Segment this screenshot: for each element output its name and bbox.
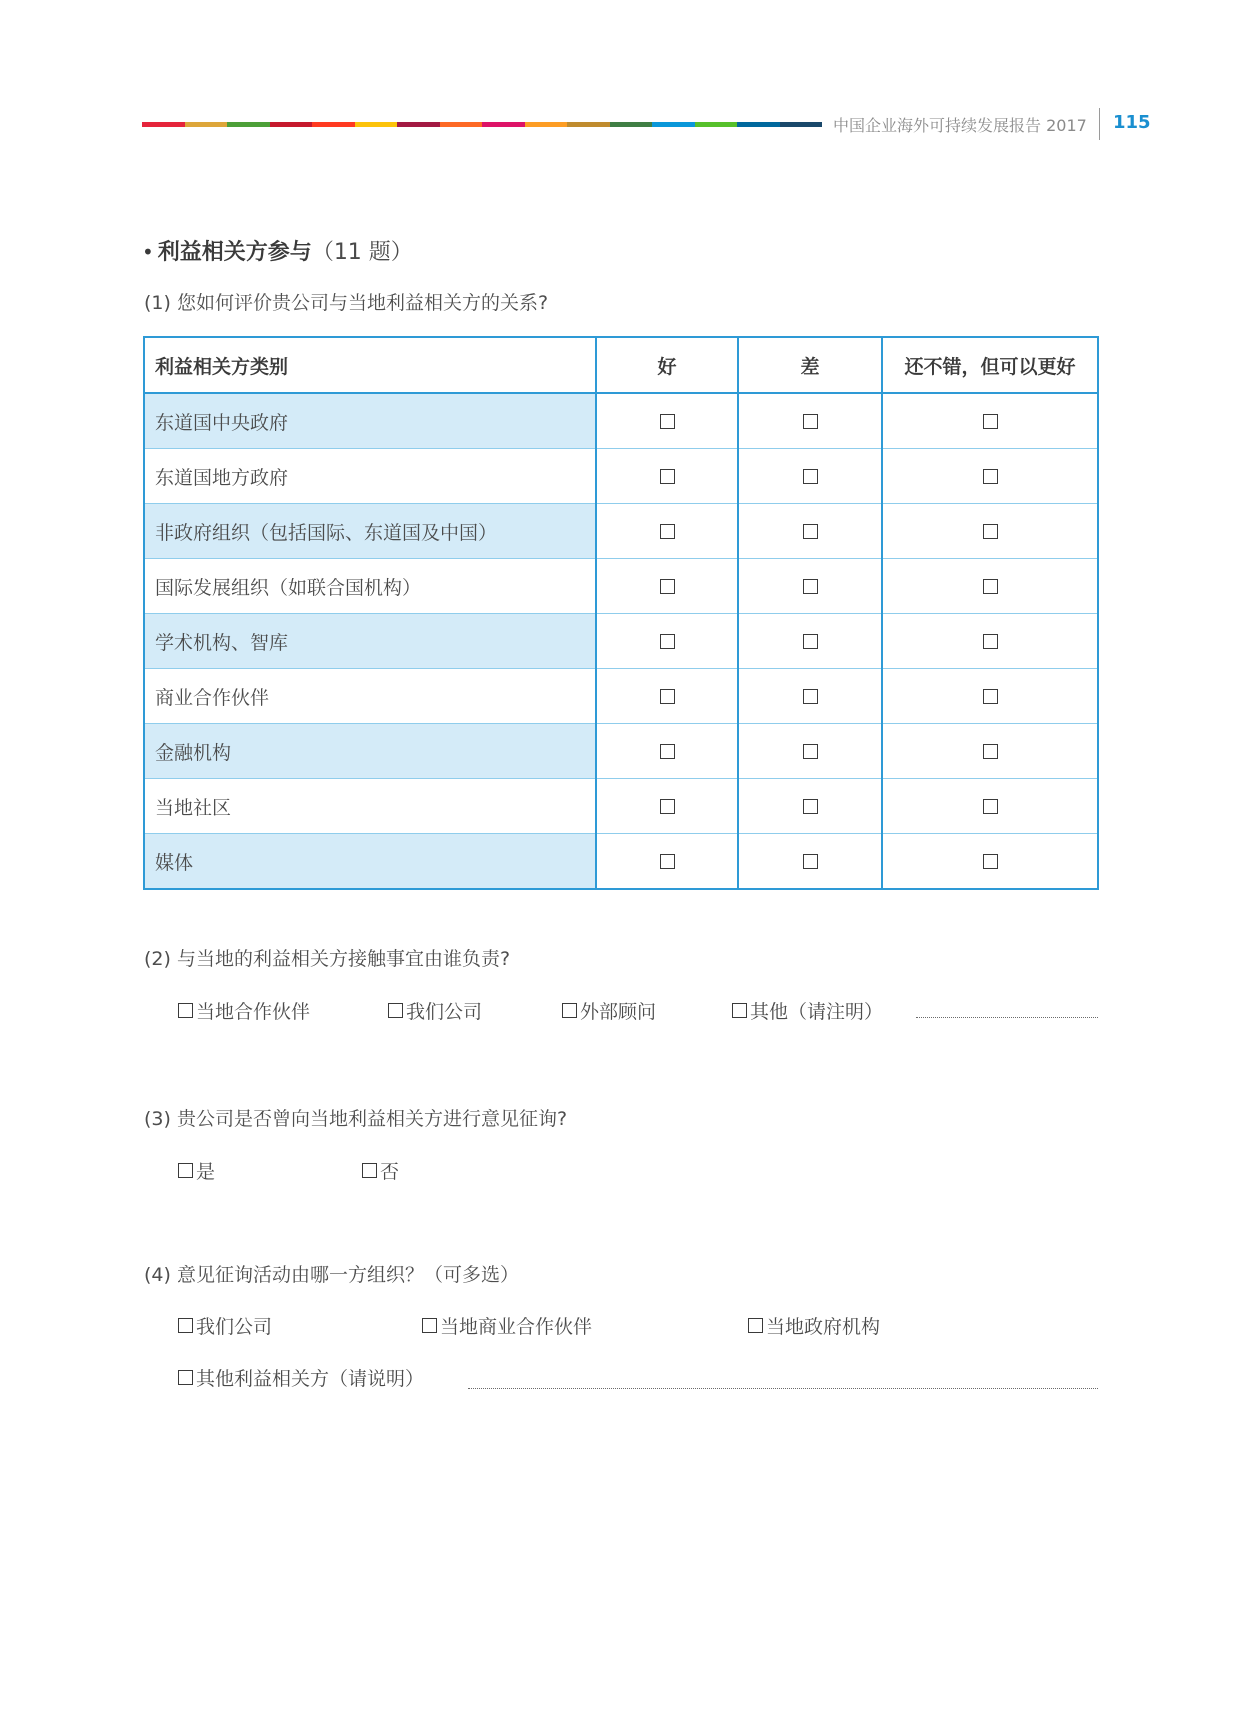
checkbox-icon[interactable] [803,744,818,759]
option-yes[interactable] [178,1157,215,1184]
checkbox-icon[interactable] [983,524,998,539]
table-row [144,834,1098,890]
rating-could-be-better-cell [882,669,1098,724]
checkbox-icon[interactable] [660,634,675,649]
checkbox-icon[interactable] [660,854,675,869]
stakeholder-category: 国际发展组织（如联合国机构） [144,559,596,614]
option-local-partner[interactable] [178,997,310,1024]
stakeholder-category: 学术机构、智库 [144,614,596,669]
option-label: 当地政府机构 [766,1316,881,1338]
stakeholder-category: 非政府组织（包括国际、东道国及中国） [144,504,596,559]
option-local-government[interactable] [748,1312,880,1339]
rating-good-cell [596,669,738,724]
stakeholder-rating-table [143,336,1099,890]
option-label: 其他利益相关方（请说明） [196,1368,425,1390]
option-label: 我们公司 [406,1001,483,1023]
color-bar-segment [525,122,568,127]
rating-bad-cell [738,504,882,559]
option-label: 是 [196,1161,216,1183]
rating-could-be-better-cell [882,504,1098,559]
stakeholder-category: 金融机构 [144,724,596,779]
checkbox-icon[interactable] [732,1003,747,1018]
header-color-bar [142,122,822,127]
rating-bad-cell [738,559,882,614]
question-2-options [178,997,1098,1027]
checkbox-icon[interactable] [983,854,998,869]
checkbox-icon[interactable] [178,1163,193,1178]
option-other-stakeholders[interactable] [178,1364,424,1391]
option-external-consultant[interactable] [562,997,656,1024]
checkbox-icon[interactable] [803,469,818,484]
checkbox-icon[interactable] [660,744,675,759]
color-bar-segment [652,122,695,127]
color-bar-segment [185,122,228,127]
color-bar-segment [397,122,440,127]
rating-bad-cell [738,614,882,669]
rating-good-cell [596,779,738,834]
option-other[interactable] [732,997,883,1024]
rating-good-cell [596,724,738,779]
header-divider [1099,108,1100,140]
question-4-options-row-1 [178,1312,1098,1342]
option-label: 我们公司 [196,1316,273,1338]
checkbox-icon[interactable] [803,579,818,594]
stakeholder-category: 当地社区 [144,779,596,834]
table-header-row [144,337,1098,393]
checkbox-icon[interactable] [983,689,998,704]
color-bar-segment [227,122,270,127]
rating-could-be-better-cell [882,834,1098,890]
checkbox-icon[interactable] [362,1163,377,1178]
stakeholder-category: 媒体 [144,834,596,890]
checkbox-icon[interactable] [422,1318,437,1333]
color-bar-segment [780,122,823,127]
color-bar-segment [482,122,525,127]
question-3: (3) 贵公司是否曾向当地利益相关方进行意见征询? [144,1108,568,1130]
table-row [144,614,1098,669]
checkbox-icon[interactable] [660,469,675,484]
option-label: 其他（请注明） [750,1001,884,1023]
column-header-good: 好 [596,337,738,393]
color-bar-segment [695,122,738,127]
option-our-company[interactable] [388,997,482,1024]
report-title: 中国企业海外可持续发展报告 2017 [833,116,1087,135]
stakeholder-category: 东道国中央政府 [144,393,596,449]
rating-good-cell [596,614,738,669]
color-bar-segment [142,122,185,127]
checkbox-icon[interactable] [660,689,675,704]
page-number: 115 [1113,112,1151,133]
table-row [144,393,1098,449]
rating-bad-cell [738,393,882,449]
color-bar-segment [567,122,610,127]
checkbox-icon[interactable] [983,799,998,814]
question-4: (4) 意见征询活动由哪一方组织？（可多选） [144,1264,519,1286]
checkbox-icon[interactable] [748,1318,763,1333]
checkbox-icon[interactable] [660,414,675,429]
rating-bad-cell [738,669,882,724]
checkbox-icon[interactable] [178,1318,193,1333]
color-bar-segment [610,122,653,127]
option-local-business-partner[interactable] [422,1312,592,1339]
rating-could-be-better-cell [882,614,1098,669]
other-specify-line[interactable] [916,1017,1098,1018]
rating-could-be-better-cell [882,393,1098,449]
rating-good-cell [596,559,738,614]
checkbox-icon[interactable] [983,414,998,429]
section-title [142,235,413,266]
color-bar-segment [737,122,780,127]
question-2: (2) 与当地的利益相关方接触事宜由谁负责? [144,948,511,970]
question-3-options [178,1157,1098,1187]
rating-bad-cell [738,449,882,504]
checkbox-icon[interactable] [660,799,675,814]
stakeholder-category: 东道国地方政府 [144,449,596,504]
table-row [144,724,1098,779]
checkbox-icon[interactable] [562,1003,577,1018]
checkbox-icon[interactable] [803,799,818,814]
option-label: 当地合作伙伴 [196,1001,311,1023]
table-row [144,559,1098,614]
stakeholder-category: 商业合作伙伴 [144,669,596,724]
bullet-icon: • [142,240,154,264]
checkbox-icon[interactable] [388,1003,403,1018]
rating-bad-cell [738,834,882,890]
rating-good-cell [596,393,738,449]
checkbox-icon[interactable] [803,524,818,539]
rating-could-be-better-cell [882,559,1098,614]
question-count: （11 题） [311,240,413,265]
table-row [144,779,1098,834]
question-4-options-row-2 [178,1364,1098,1394]
option-label: 否 [380,1161,400,1183]
color-bar-segment [440,122,483,127]
color-bar-segment [355,122,398,127]
rating-good-cell [596,834,738,890]
table-row [144,669,1098,724]
other-stakeholders-specify-line[interactable] [468,1388,1098,1389]
checkbox-icon[interactable] [803,634,818,649]
section-title-text: 利益相关方参与 [157,240,312,265]
checkbox-icon[interactable] [178,1370,193,1385]
color-bar-segment [270,122,313,127]
checkbox-icon[interactable] [983,634,998,649]
column-header-category: 利益相关方类别 [144,337,596,393]
rating-bad-cell [738,724,882,779]
checkbox-icon[interactable] [803,689,818,704]
checkbox-icon[interactable] [983,469,998,484]
option-our-company[interactable] [178,1312,272,1339]
table-row [144,449,1098,504]
checkbox-icon[interactable] [803,854,818,869]
rating-bad-cell [738,779,882,834]
table-row [144,504,1098,559]
rating-could-be-better-cell [882,449,1098,504]
rating-could-be-better-cell [882,779,1098,834]
column-header-bad: 差 [738,337,882,393]
checkbox-icon[interactable] [178,1003,193,1018]
option-no[interactable] [362,1157,399,1184]
checkbox-icon[interactable] [803,414,818,429]
option-label: 外部顾问 [580,1001,657,1023]
rating-good-cell [596,504,738,559]
rating-could-be-better-cell [882,724,1098,779]
rating-good-cell [596,449,738,504]
checkbox-icon[interactable] [983,744,998,759]
column-header-could-be-better: 还不错，但可以更好 [882,337,1098,393]
checkbox-icon[interactable] [660,579,675,594]
checkbox-icon[interactable] [983,579,998,594]
checkbox-icon[interactable] [660,524,675,539]
option-label: 当地商业合作伙伴 [440,1316,593,1338]
color-bar-segment [312,122,355,127]
question-1: (1) 您如何评价贵公司与当地利益相关方的关系? [144,292,549,314]
